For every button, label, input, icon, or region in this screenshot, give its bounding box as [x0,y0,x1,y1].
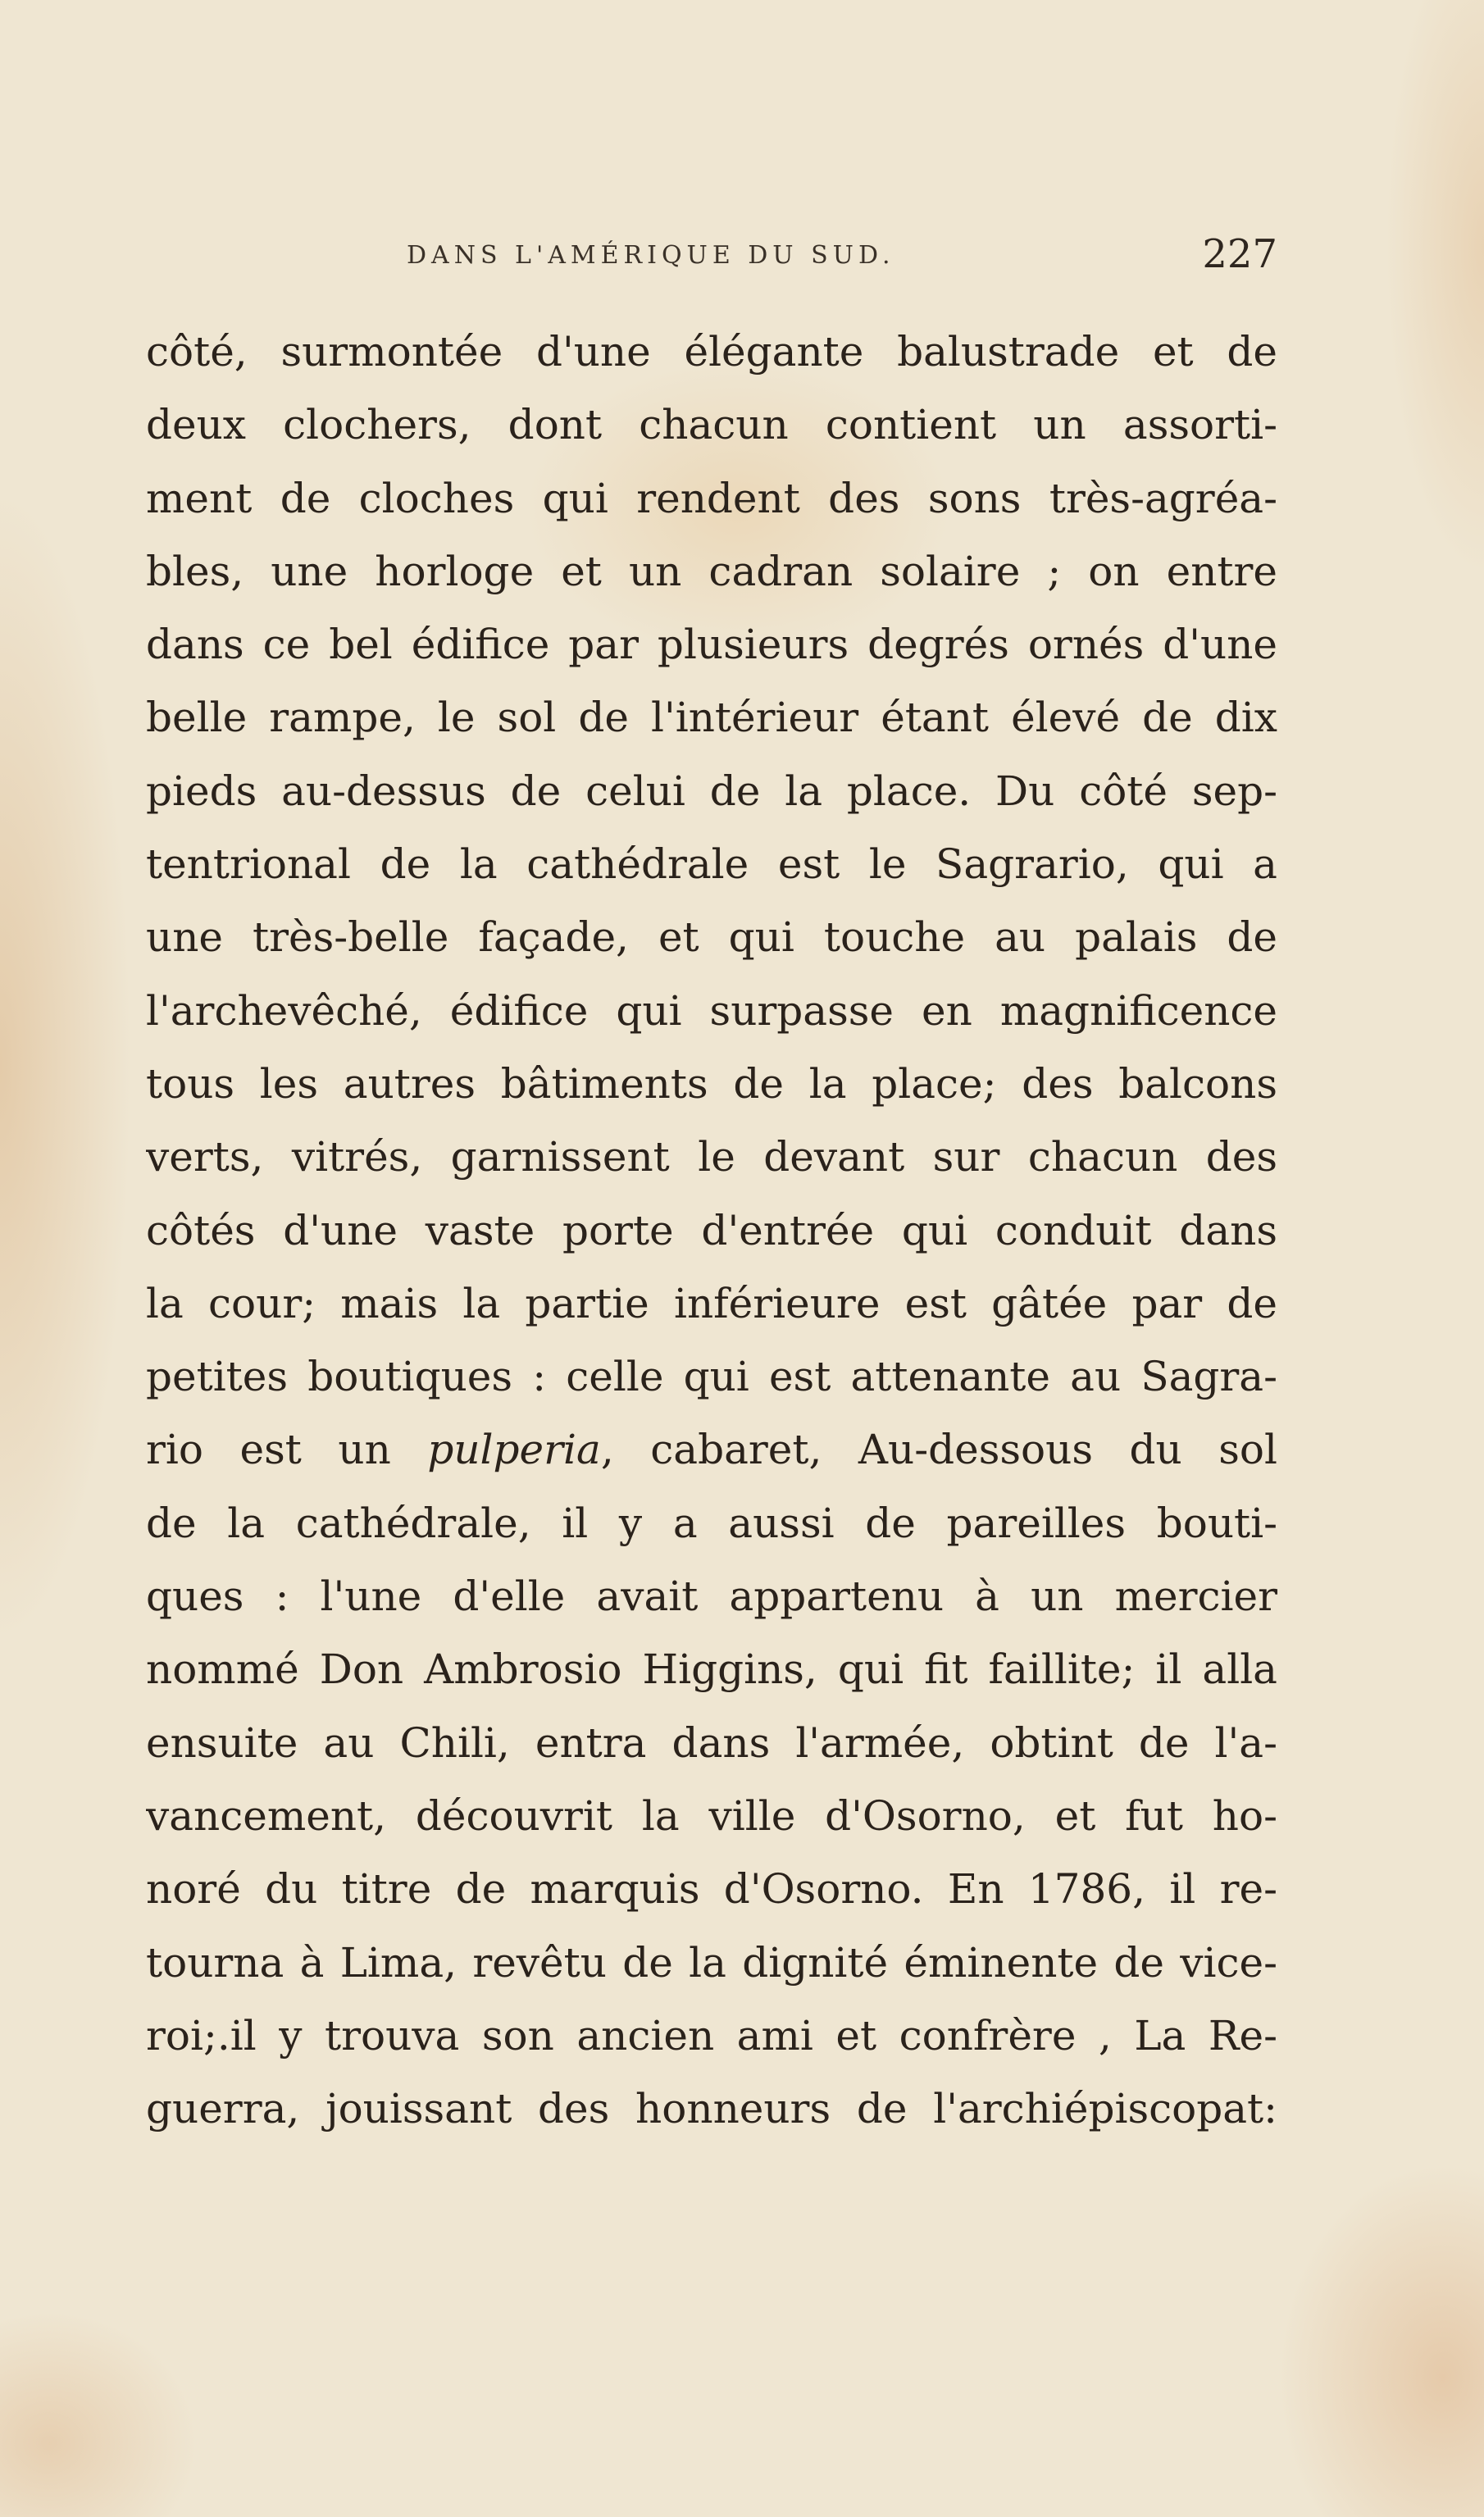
text-line: vancement, découvrit la ville d'Osorno, et fut ho- [146,1791,1277,1840]
text-line: ensuite au Chili, entra dans l'armée, obtint de l'a- [146,1718,1277,1767]
text-line: pieds au-dessus de celui de la place. Du côté sep- [146,767,1277,815]
page-header [146,231,1277,297]
text-segment: , cabaret, Au-dessous du sol [600,1426,1277,1474]
text-line: belle rampe, le sol de l'intérieur étant élevé de dix [146,694,1277,742]
text-line: tentrional de la cathédrale est le Sagrario, qui a [146,840,1277,889]
text-line: ques : l'une d'elle avait appartenu à un mercier [146,1573,1277,1621]
text-line: ment de cloches qui rendent des sons très-agréa- [146,474,1277,522]
text-line: côtés d'une vaste porte d'entrée qui conduit dans [146,1206,1277,1254]
text-line: dans ce bel édifice par plusieurs degrés ornés d'une [146,621,1277,669]
text-line: une très-belle façade, et qui touche au palais de [146,913,1277,962]
text-line: la cour; mais la partie inférieure est gâtée par de [146,1279,1277,1327]
text-line [146,1413,1277,1486]
page-number: 227 [1202,231,1277,277]
text-line: de la cathédrale, il y a aussi de pareilles bouti- [146,1499,1277,1547]
text-line: tourna à Lima, revêtu de la dignité éminente de vice- [146,1938,1277,1987]
text-line: tous les autres bâtiments de la place; des balcons [146,1059,1277,1108]
text-line: l'archevêché, édifice qui surpasse en magnificence [146,986,1277,1035]
text-line: bles, une horloge et un cadran solaire ; on entre [146,547,1277,595]
body-text [146,316,1277,2146]
text-line: côté, surmontée d'une élégante balustrade et de [146,328,1277,376]
text-line: roi;.il y trouva son ancien ami et confrère , La Re- [146,2011,1277,2060]
italic-term: pulperia [427,1426,601,1474]
text-segment: rio est un [146,1426,428,1474]
text-line: nommé Don Ambrosio Higgins, qui fit faillite; il alla [146,1645,1277,1694]
text-line: deux clochers, dont chacun contient un assorti- [146,401,1277,449]
text-line: guerra, jouissant des honneurs de l'archiépiscopat: [146,2085,1277,2133]
text-line: noré du titre de marquis d'Osorno. En 1786, il re- [146,1865,1277,1914]
text-line: verts, vitrés, garnissent le devant sur chacun des [146,1133,1277,1181]
text-line: petites boutiques : celle qui est attenante au Sagra- [146,1353,1277,1401]
running-title: DANS L'AMÉRIQUE DU SUD. [407,241,895,270]
